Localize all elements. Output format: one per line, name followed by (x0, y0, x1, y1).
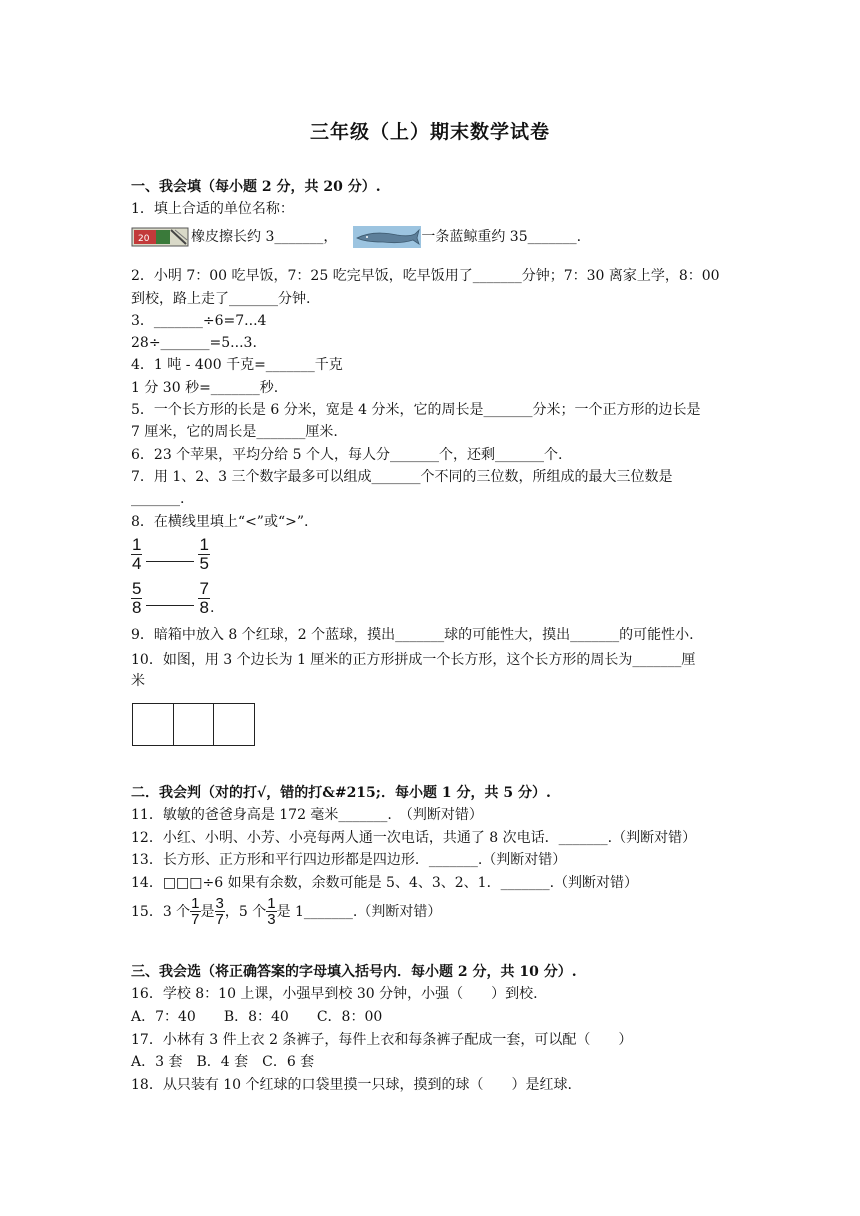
fraction: $\frac{7}{8}$ (199, 579, 209, 617)
question-3-line-1: 3．_______÷6=7...4 (131, 313, 267, 329)
section-3-heading: 三、我会选（将正确答案的字母填入括号内．每小题 2 分，共 10 分）. (131, 964, 577, 980)
question-13: 13．长方形、正方形和平行四边形都是四边形．_______.（判断对错） (131, 852, 567, 868)
fraction: $\frac{1}{5}$ (199, 535, 209, 573)
section-2-heading: 二．我会判（对的打√，错的打&#215;．每小题 1 分，共 5 分）. (131, 785, 551, 801)
question-16-options: A．7：40 B．8：40 C．8：00 (131, 1009, 383, 1025)
question-15-prefix: 15．3 个 (131, 903, 191, 920)
section-1-heading: 一、我会填（每小题 2 分，共 20 分）. (131, 179, 381, 195)
question-3-line-2: 28÷_______=5...3. (131, 335, 257, 351)
question-5-line-2: 7 厘米，它的周长是_______厘米. (131, 424, 338, 440)
square-cell (214, 704, 254, 745)
question-6: 6．23 个苹果，平均分给 5 个人，每人分_______个，还剩_______个. (131, 447, 563, 463)
three-square-rectangle-figure (132, 703, 255, 746)
fraction-compare-row-2 (131, 580, 214, 617)
question-11: 11．敏敏的爸爸身高是 172 毫米_______. （判断对错） (131, 807, 483, 823)
fraction: $\frac{5}{8}$ (132, 579, 142, 617)
question-14: 14．□□□÷6 如果有余数，余数可能是 5、4、3、2、1．_______.（判断对错） (131, 875, 639, 891)
svg-text:20: 20 (138, 234, 150, 244)
question-4-line-2: 1 分 30 秒=_______秒. (131, 380, 279, 396)
question-12: 12．小红、小明、小芳、小亮每两人通一次电话，共通了 8 次电话．_______.（判断对错） (131, 830, 697, 846)
square-cell (133, 704, 174, 745)
eraser-text: 橡皮擦长约 3_______， (191, 229, 338, 245)
question-1-items (131, 226, 581, 248)
page-title: 三年级（上）期末数学试卷 (309, 121, 550, 143)
fraction: $\frac{1}{3}$ (267, 895, 276, 928)
question-1: 1．填上合适的单位名称： (131, 201, 294, 217)
fraction: $\frac{1}{7}$ (191, 895, 200, 928)
fraction: $\frac{1}{4}$ (132, 535, 142, 573)
question-8: 8．在横线里填上“<”或“>”. (131, 514, 309, 530)
question-7-line-2: _______. (131, 491, 185, 507)
question-18: 18．从只装有 10 个红球的口袋里摸一只球，摸到的球（ ）是红球. (131, 1077, 572, 1093)
answer-blank[interactable] (146, 605, 194, 606)
question-10-line-2: 米 (131, 673, 145, 689)
question-17: 17．小林有 3 件上衣 2 条裤子，每件上衣和每条裤子配成一套，可以配（ ） (131, 1032, 633, 1048)
question-15-text: ，5 个 (224, 903, 267, 920)
question-16: 16．学校 8：10 上课，小强早到校 30 分钟，小强（ ）到校. (131, 986, 538, 1002)
question-17-options: A．3 套 B．4 套 C．6 套 (131, 1054, 315, 1070)
question-2-line-2: 到校，路上走了_______分钟. (131, 291, 311, 307)
question-5-line-1: 5．一个长方形的长是 6 分米，宽是 4 分米，它的周长是_______分米；一个正方形的边长是 (131, 402, 701, 418)
question-15-text: 是 (200, 903, 215, 920)
answer-blank[interactable] (146, 561, 194, 562)
question-2-line-1: 2．小明 7：00 吃早饭，7：25 吃完早饭，吃早饭用了_______分钟；7：30 离家上学，8：00 (131, 268, 720, 284)
eraser-icon (131, 226, 189, 248)
question-10-line-1: 10．如图，用 3 个边长为 1 厘米的正方形拼成一个长方形，这个长方形的周长为_______厘 (131, 652, 696, 668)
blue-whale-icon (353, 226, 421, 248)
question-9: 9．暗箱中放入 8 个红球，2 个蓝球，摸出_______球的可能性大，摸出_______的可能性小. (131, 627, 694, 643)
question-15 (131, 896, 441, 927)
period: . (209, 600, 215, 616)
fraction: $\frac{3}{7}$ (215, 895, 224, 928)
square-cell (174, 704, 215, 745)
whale-text: 一条蓝鲸重约 35_______. (421, 229, 582, 245)
question-7-line-1: 7．用 1、2、3 三个数字最多可以组成_______个不同的三位数，所组成的最大三位数是 (131, 469, 673, 485)
question-4-line-1: 4．1 吨 - 400 千克=_______千克 (131, 357, 343, 373)
question-15-suffix: 是 1_______.（判断对错） (276, 903, 442, 920)
fraction-compare-row-1 (131, 536, 210, 573)
